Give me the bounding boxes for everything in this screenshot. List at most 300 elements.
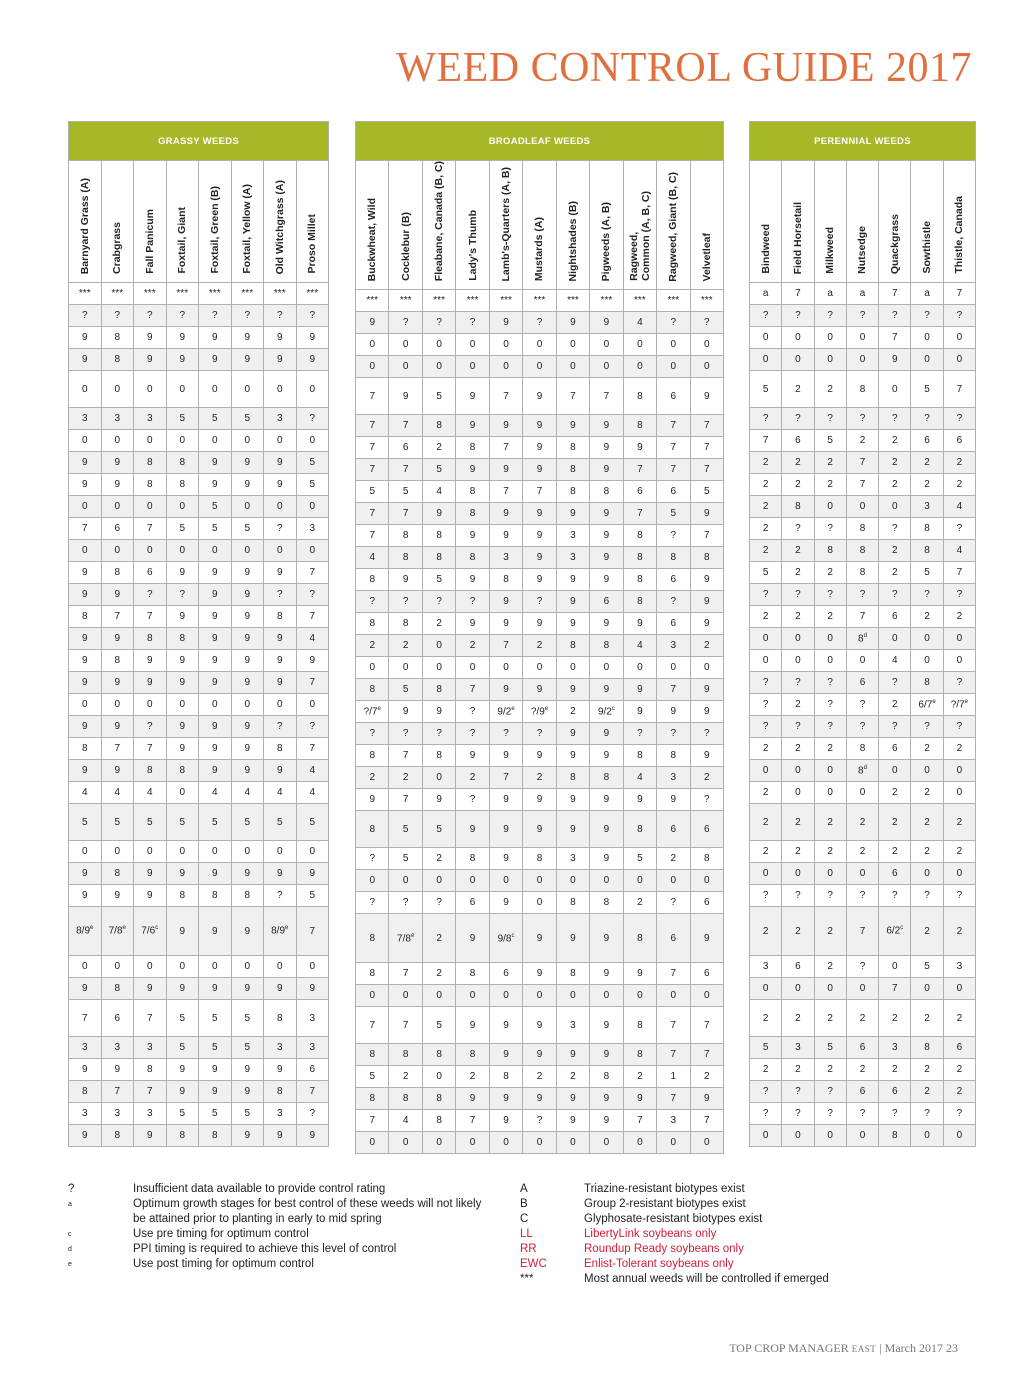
rating-value: 6 <box>146 567 153 578</box>
rating-value: 9 <box>469 420 476 432</box>
rating-value: 2 <box>956 1086 963 1097</box>
rating-cell <box>814 1059 846 1081</box>
rating-value: 7 <box>570 390 576 402</box>
table-row <box>356 334 724 356</box>
rating-cell <box>134 628 167 650</box>
rating-cell <box>356 459 389 481</box>
rating-value: 9 <box>436 794 442 806</box>
rating-cell <box>264 371 297 408</box>
rating-cell <box>489 503 522 525</box>
rating-cell <box>489 547 522 569</box>
rating-cell <box>523 870 556 892</box>
rating-value: ? <box>146 310 153 321</box>
rating-value: 0 <box>891 765 898 776</box>
legend-key: a <box>68 1201 72 1208</box>
rating-cell <box>166 283 199 305</box>
rating-value: ? <box>146 589 153 600</box>
rating-cell <box>556 437 589 459</box>
rating-cell <box>943 305 975 327</box>
table-row <box>69 907 329 956</box>
rating-cell <box>166 694 199 716</box>
rating-value: 0 <box>637 662 643 674</box>
rating-cell <box>814 1125 846 1147</box>
rating-value: 8 <box>891 1130 898 1141</box>
table-row <box>750 1037 976 1059</box>
rating-value: ? <box>859 413 866 424</box>
rating-cell <box>199 349 232 371</box>
rating-cell <box>296 327 329 349</box>
rating-value: 5 <box>402 486 409 498</box>
rating-value: ? <box>436 596 442 608</box>
table-row <box>69 371 329 408</box>
table-row <box>69 452 329 474</box>
rating-cell <box>523 811 556 848</box>
rating-cell <box>911 1081 943 1103</box>
rating-value: 0 <box>956 354 963 365</box>
rating-cell <box>296 518 329 540</box>
rating-cell <box>623 1066 656 1088</box>
table-row <box>356 723 724 745</box>
rating-cell <box>879 496 911 518</box>
rating-value: 8 <box>570 772 576 784</box>
rating-cell <box>750 650 782 672</box>
rating-cell <box>523 591 556 613</box>
rating-cell <box>782 1059 814 1081</box>
rating-cell <box>69 562 102 584</box>
rating-value: 9 <box>603 968 610 980</box>
rating-cell <box>814 540 846 562</box>
rating-cell <box>943 327 975 349</box>
rating-cell <box>489 848 522 870</box>
rating-cell <box>456 1132 489 1154</box>
rating-cell <box>623 767 656 789</box>
rating-cell <box>199 978 232 1000</box>
rating-value: 4 <box>244 787 251 798</box>
rating-cell <box>389 963 422 985</box>
rating-value: 2 <box>436 932 442 944</box>
rating-cell <box>879 863 911 885</box>
rating-value: 2 <box>924 611 930 622</box>
rating-cell <box>69 349 102 371</box>
rating-value: 8 <box>570 640 576 652</box>
rating-cell <box>750 907 782 956</box>
rating-footnote: c <box>155 925 159 932</box>
weed-name: Nightshades (B) <box>566 200 579 282</box>
rating-cell <box>556 356 589 378</box>
rating-cell <box>166 863 199 885</box>
rating-value: 9 <box>570 684 576 696</box>
rating-value: 0 <box>827 332 833 343</box>
table-row <box>750 584 976 606</box>
rating-value: 7 <box>81 1012 88 1024</box>
rating-value: 8 <box>603 486 610 498</box>
rating-cell <box>846 496 878 518</box>
rating-cell <box>943 540 975 562</box>
rating-value: 2 <box>436 618 442 630</box>
rating-value: 0 <box>503 875 509 887</box>
rating-value: ? <box>827 523 833 534</box>
rating-value: 2 <box>891 567 898 578</box>
rating-cell <box>296 408 329 430</box>
rating-value: 0 <box>762 655 769 666</box>
rating-value: 0 <box>369 361 375 373</box>
rating-cell <box>69 694 102 716</box>
rating-value: 9 <box>603 750 610 762</box>
rating-cell <box>456 312 489 334</box>
rating-cell <box>199 628 232 650</box>
rating-value: 9 <box>637 442 643 454</box>
rating-value: 9 <box>570 794 576 806</box>
rating-cell <box>879 782 911 804</box>
rating-value: 7/8 <box>397 932 411 944</box>
rating-value: 7 <box>402 464 409 476</box>
rating-cell <box>879 672 911 694</box>
rating-value: ? <box>795 523 801 534</box>
rating-value: 4 <box>956 501 963 512</box>
rating-cell <box>456 679 489 701</box>
rating-value: 3 <box>570 853 576 865</box>
rating-value: 7 <box>402 794 409 806</box>
rating-cell <box>356 503 389 525</box>
rating-value: ? <box>536 596 543 608</box>
rating-cell <box>199 956 232 978</box>
rating-cell <box>101 628 134 650</box>
rating-value: 0 <box>536 897 543 909</box>
rating-cell <box>166 760 199 782</box>
rating-value: ? <box>469 596 476 608</box>
rating-cell <box>750 672 782 694</box>
rating-cell <box>523 356 556 378</box>
rating-cell <box>422 745 455 767</box>
rating-value: 9 <box>244 721 251 732</box>
table-row <box>750 672 976 694</box>
column-header <box>750 161 782 283</box>
rating-value: 5 <box>703 486 710 498</box>
rating-cell <box>814 1081 846 1103</box>
rating-cell <box>489 569 522 591</box>
rating-cell <box>101 672 134 694</box>
rating-value: 8 <box>436 1115 442 1127</box>
rating-cell <box>166 1081 199 1103</box>
rating-value: 4 <box>211 787 218 798</box>
rating-cell <box>166 782 199 804</box>
rating-cell <box>690 1088 723 1110</box>
rating-value: 8 <box>637 390 643 402</box>
rating-cell <box>943 738 975 760</box>
legend-key: e <box>68 1261 72 1268</box>
rating-cell <box>911 694 943 716</box>
rating-cell <box>750 1059 782 1081</box>
rating-cell <box>422 635 455 657</box>
rating-cell <box>657 525 690 547</box>
rating-value: 8 <box>637 596 643 608</box>
rating-cell <box>296 562 329 584</box>
rating-cell <box>814 760 846 782</box>
rating-cell <box>69 518 102 540</box>
rating-cell <box>782 738 814 760</box>
table-row <box>750 430 976 452</box>
rating-cell <box>657 848 690 870</box>
rating-cell <box>231 408 264 430</box>
rating-cell <box>231 672 264 694</box>
rating-value: 9 <box>81 633 88 644</box>
rating-cell <box>782 716 814 738</box>
rating-cell <box>690 547 723 569</box>
rating-value: 7 <box>670 420 677 432</box>
table-row <box>356 312 724 334</box>
rating-value: 0 <box>859 354 866 365</box>
rating-value: 9 <box>179 354 186 365</box>
rating-value: 7 <box>859 479 866 490</box>
rating-cell <box>657 723 690 745</box>
rating-cell <box>556 723 589 745</box>
rating-cell <box>911 408 943 430</box>
rating-value: ?/7 <box>950 699 965 711</box>
table-row <box>750 496 976 518</box>
rating-value: 9 <box>146 983 153 994</box>
rating-cell <box>231 1125 264 1147</box>
rating-cell <box>879 371 911 408</box>
rating-cell <box>356 547 389 569</box>
rating-value: 9 <box>244 655 251 666</box>
legend-row <box>68 1182 503 1197</box>
rating-cell <box>879 283 911 305</box>
rating-cell <box>782 606 814 628</box>
rating-value: 8 <box>146 457 153 468</box>
rating-cell <box>590 481 623 503</box>
rating-cell <box>690 723 723 745</box>
rating-cell <box>456 635 489 657</box>
rating-value: 9 <box>114 633 121 644</box>
rating-value: 9 <box>503 317 509 329</box>
rating-cell <box>623 811 656 848</box>
rating-cell <box>456 1066 489 1088</box>
rating-value: 9 <box>244 1086 251 1097</box>
rating-value: 2 <box>827 925 833 937</box>
table-row <box>750 305 976 327</box>
rating-value: ? <box>637 728 643 740</box>
rating-value: ? <box>402 596 409 608</box>
rating-cell <box>489 767 522 789</box>
rating-cell <box>69 327 102 349</box>
rating-cell <box>814 907 846 956</box>
rating-cell <box>489 789 522 811</box>
rating-value: 0 <box>244 501 251 512</box>
weed-name: Milkweed <box>824 227 837 274</box>
rating-cell <box>199 474 232 496</box>
rating-value: 2 <box>956 743 963 754</box>
rating-cell <box>690 701 723 723</box>
rating-cell <box>814 408 846 430</box>
rating-cell <box>623 985 656 1007</box>
rating-value: 2 <box>891 479 898 490</box>
rating-cell <box>556 613 589 635</box>
rating-cell <box>134 1059 167 1081</box>
rating-value: ? <box>276 310 283 321</box>
rating-cell <box>657 635 690 657</box>
rating-cell <box>231 371 264 408</box>
table-row <box>69 540 329 562</box>
rating-value: 7 <box>369 530 375 542</box>
rating-value: 0 <box>703 990 710 1002</box>
weed-name: Thistle, Canada <box>953 196 966 274</box>
rating-cell <box>69 606 102 628</box>
rating-value: 7 <box>703 1115 710 1127</box>
rating-cell <box>199 716 232 738</box>
rating-cell <box>943 841 975 863</box>
rating-value: 7 <box>114 1086 121 1097</box>
rating-value: 5 <box>244 1012 251 1024</box>
rating-cell <box>101 430 134 452</box>
rating-cell <box>623 789 656 811</box>
rating-value: 6 <box>859 1086 866 1097</box>
rating-cell <box>231 305 264 327</box>
rating-value: 9 <box>703 618 710 630</box>
rating-value: 8 <box>637 530 643 542</box>
rating-value: 0 <box>762 354 769 365</box>
rating-value: 5 <box>179 1042 186 1053</box>
rating-cell <box>590 437 623 459</box>
rating-cell <box>556 569 589 591</box>
rating-cell <box>943 1125 975 1147</box>
rating-value: 5 <box>436 390 442 402</box>
rating-value: 9 <box>503 823 509 835</box>
rating-value: ? <box>276 589 283 600</box>
rating-cell <box>556 985 589 1007</box>
legend-text: Roundup Ready soybeans only <box>584 1243 744 1255</box>
rating-cell <box>657 415 690 437</box>
rating-cell <box>782 782 814 804</box>
rating-cell <box>846 628 878 650</box>
table-row <box>356 378 724 415</box>
rating-value: 2 <box>827 1064 833 1075</box>
legend-key: *** <box>520 1273 534 1285</box>
rating-value: *** <box>366 295 379 307</box>
rating-cell <box>199 584 232 606</box>
rating-cell <box>750 716 782 738</box>
rating-value: 0 <box>469 339 476 351</box>
rating-value: 7 <box>309 743 316 754</box>
rating-cell <box>750 474 782 496</box>
rating-cell <box>456 701 489 723</box>
rating-cell <box>489 701 522 723</box>
rating-value: a <box>924 288 930 299</box>
rating-value: 8 <box>276 743 283 754</box>
rating-value: 9 <box>891 354 898 365</box>
rating-value: 7 <box>703 530 710 542</box>
rating-footnote: c <box>900 925 904 932</box>
rating-value: ? <box>795 890 801 901</box>
rating-cell <box>134 283 167 305</box>
rating-cell <box>879 760 911 782</box>
column-header <box>296 161 329 283</box>
rating-cell <box>623 1044 656 1066</box>
rating-cell <box>422 723 455 745</box>
footer-separator: | <box>879 1341 882 1355</box>
rating-cell <box>782 452 814 474</box>
rating-cell <box>750 305 782 327</box>
rating-value: 0 <box>762 983 769 994</box>
rating-cell <box>231 584 264 606</box>
rating-value: 2 <box>891 787 898 798</box>
rating-cell <box>231 452 264 474</box>
page-footer <box>729 1341 958 1356</box>
rating-value: 8 <box>469 442 476 454</box>
rating-value: 0 <box>81 383 88 395</box>
rating-cell <box>657 1066 690 1088</box>
group-header: PERENNIAL WEEDS <box>750 122 976 161</box>
rating-value: 2 <box>924 787 930 798</box>
rating-value: 3 <box>570 552 576 564</box>
rating-cell <box>911 371 943 408</box>
table-row <box>356 613 724 635</box>
rating-cell <box>356 591 389 613</box>
rating-cell <box>879 841 911 863</box>
rating-value: ? <box>956 589 963 600</box>
rating-cell <box>456 525 489 547</box>
table-row <box>69 584 329 606</box>
rating-value: ? <box>536 728 543 740</box>
rating-value: *** <box>273 288 286 299</box>
rating-cell <box>69 1103 102 1125</box>
rating-value: 0 <box>211 545 218 556</box>
rating-cell <box>101 606 134 628</box>
rating-cell <box>356 415 389 437</box>
rating-value: 9 <box>309 868 316 879</box>
rating-value: 7 <box>956 383 963 395</box>
rating-cell <box>231 782 264 804</box>
rating-value: 7 <box>703 1019 710 1031</box>
table-row <box>69 305 329 327</box>
table-row <box>750 650 976 672</box>
rating-value: 8 <box>179 1130 186 1141</box>
rating-cell <box>911 907 943 956</box>
rating-cell <box>456 334 489 356</box>
weed-name: Fleabane, Canada (B, C) <box>433 161 446 282</box>
rating-cell <box>782 978 814 1000</box>
rating-cell <box>814 885 846 907</box>
rating-cell <box>166 496 199 518</box>
table-row <box>69 782 329 804</box>
rating-cell <box>489 1066 522 1088</box>
rating-cell <box>296 430 329 452</box>
rating-value: 0 <box>81 501 88 512</box>
rating-value: 3 <box>114 1042 121 1053</box>
rating-value: ? <box>924 589 930 600</box>
rating-value: 8 <box>637 1019 643 1031</box>
rating-cell <box>846 738 878 760</box>
rating-value: 0 <box>570 339 576 351</box>
rating-value: 2 <box>762 925 769 937</box>
rating-cell <box>296 956 329 978</box>
legend-row <box>68 1197 503 1212</box>
rating-value: 0 <box>369 875 375 887</box>
rating-value: ? <box>891 890 898 901</box>
rating-cell <box>911 606 943 628</box>
rating-value: 0 <box>309 545 316 556</box>
rating-value: 0 <box>827 655 833 666</box>
rating-value: 0 <box>402 662 409 674</box>
rating-cell <box>846 1081 878 1103</box>
rating-cell <box>134 1125 167 1147</box>
rating-value: 9 <box>276 765 283 776</box>
rating-cell <box>389 870 422 892</box>
rating-value: 5 <box>827 435 833 446</box>
rating-cell <box>690 963 723 985</box>
rating-cell <box>911 1125 943 1147</box>
rating-cell <box>750 694 782 716</box>
rating-value: 9 <box>276 1130 283 1141</box>
